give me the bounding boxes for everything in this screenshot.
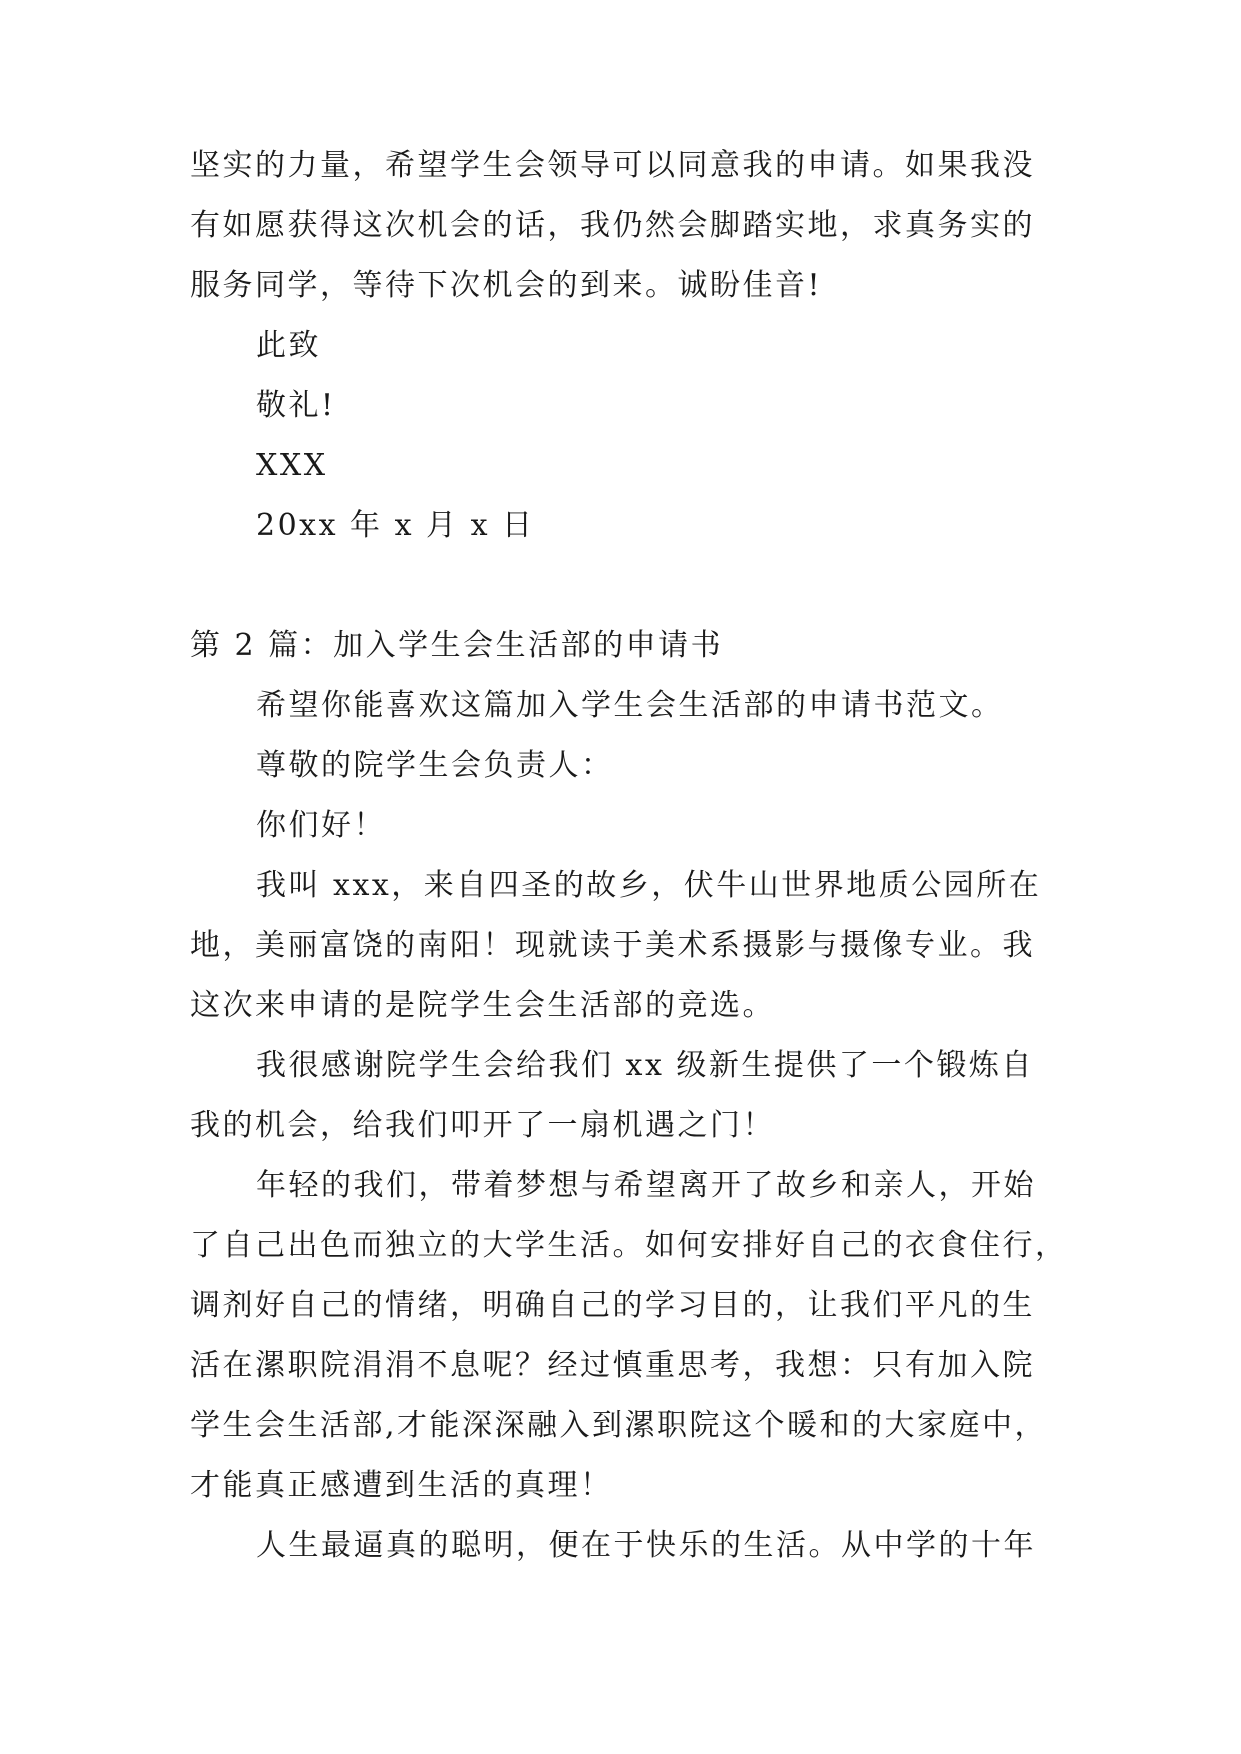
- article-heading: 第 2 篇：加入学生会生活部的申请书: [190, 628, 724, 663]
- paragraph-line: 这次来申请的是院学生会生活部的竞选。: [190, 988, 775, 1023]
- paragraph-line: 了自己出色而独立的大学生活。如何安排好自己的衣食住行，: [190, 1228, 1068, 1263]
- paragraph-line: 坚实的力量，希望学生会领导可以同意我的申请。如果我没: [190, 148, 1035, 183]
- closing-regards: 敬礼!: [256, 388, 336, 423]
- greeting-recipient: 尊敬的院学生会负责人：: [256, 748, 614, 783]
- paragraph-line: 我很感谢院学生会给我们 xx 级新生提供了一个锻炼自: [256, 1048, 1034, 1083]
- paragraph-line: 人生最逼真的聪明，便在于快乐的生活。从中学的十年: [256, 1528, 1036, 1563]
- intro-line: 希望你能喜欢这篇加入学生会生活部的申请书范文。: [256, 688, 1004, 723]
- paragraph-line: 我的机会，给我们叩开了一扇机遇之门！: [190, 1108, 775, 1143]
- paragraph-line: 学生会生活部,才能深深融入到漯职院这个暖和的大家庭中，: [190, 1408, 1048, 1443]
- paragraph-line: 我叫 xxx，来自四圣的故乡，伏牛山世界地质公园所在: [256, 868, 1042, 903]
- closing-salutation: 此致: [256, 328, 321, 363]
- paragraph-line: 服务同学，等待下次机会的到来。诚盼佳音!: [190, 268, 823, 303]
- paragraph-line: 调剂好自己的情绪，明确自己的学习目的，让我们平凡的生: [190, 1288, 1035, 1323]
- paragraph-line: 活在漯职院涓涓不息呢？经过慎重思考，我想：只有加入院: [190, 1348, 1035, 1383]
- greeting-hello: 你们好！: [256, 808, 386, 843]
- paragraph-line: 年轻的我们，带着梦想与希望离开了故乡和亲人，开始: [256, 1168, 1036, 1203]
- signature-name: XXX: [256, 448, 328, 483]
- letter-ending: [190, 136, 1050, 556]
- paragraph-line: 才能真正感遭到生活的真理！: [190, 1468, 613, 1503]
- signature-date: 20xx 年 x 月 x 日: [256, 508, 535, 543]
- article-2: [190, 616, 1068, 1576]
- paragraph-line: 地，美丽富饶的南阳！现就读于美术系摄影与摄像专业。我: [190, 928, 1035, 963]
- paragraph-line: 有如愿获得这次机会的话，我仍然会脚踏实地，求真务实的: [190, 208, 1035, 243]
